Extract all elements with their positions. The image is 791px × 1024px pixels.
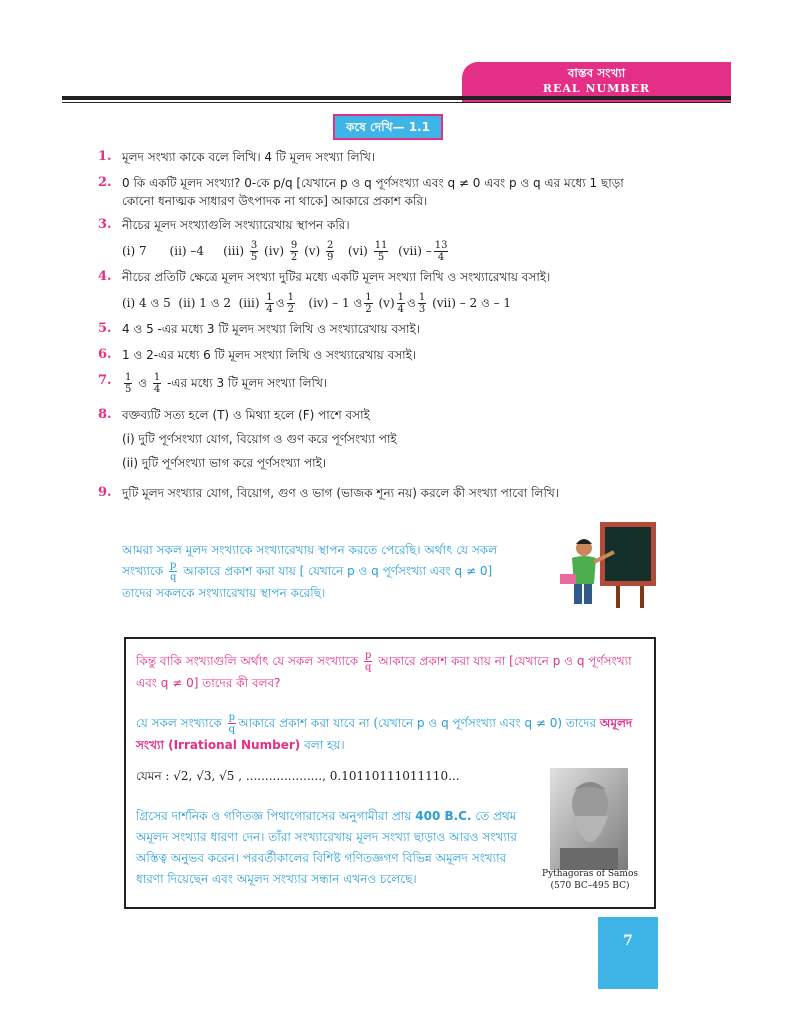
para-text: গ্রিসের দার্শনিক ও গণিতজ্ঞ পিথাগোরাসের অনুগামীরা প্রায় [136,809,412,823]
question-number: 3. [98,217,112,232]
note-line-2 [122,560,542,583]
para-text: তে প্রথম [475,809,517,823]
para-text: ধারণা দিয়েছেন এবং অমূলদ সংখ্যার সন্ধান এখনও চলেছে। [136,872,417,886]
question-number: 8. [98,407,112,422]
fraction-p-q: $\frac{p}{q}$ [169,560,177,583]
caption-dates: (570 BC–495 BC) [550,881,630,891]
caption-name: Pythagoras of Samos [542,869,638,879]
box-text: কিন্তু বাকি সংখ্যাগুলি অর্থাৎ যে সকল সংখ্যাকে [136,654,359,668]
and-word: ও [407,296,416,310]
header-rule-thin [62,102,731,103]
question-3 [98,216,682,263]
option-iv: (iv) [264,244,285,258]
question-5 [98,320,682,338]
question-1 [98,148,682,166]
box-text: আকারে প্রকাশ করা যাবে না (যেখানে p ও q পূর্ণসংখ্যা এবং q ≠ 0) তাদের [238,716,597,730]
option-v: (v) [304,244,321,258]
question-text: -এর মধ্যে 3 টি মূলদ সংখ্যা লিখি। [167,376,328,390]
note-line-3: তাদের সকলকে সংখ্যারেখায় স্থাপন করেছি। [122,586,326,600]
question-number: 1. [98,149,112,164]
box-question-line2: এবং q ≠ 0] তাদের কী বলব? [136,676,281,690]
box-text: যে সকল সংখ্যাকে [136,716,222,730]
option-iii: (iii) [223,244,245,258]
question-9 [98,484,682,502]
question-text: বক্তব্যটি সত্য হলে (T) ও মিথ্যা হলে (F) পাশে বসাই [122,408,370,422]
question-number: 2. [98,175,112,190]
exercise-label: কষে দেখি— 1.1 [333,114,443,140]
fraction-1-2: $\frac{1}{2}$ [287,292,294,315]
option-iv: (iv) – 1 ও [308,296,363,310]
question-2 [98,174,682,210]
fraction-13-4: $\frac{13}{4}$ [434,240,448,263]
term-irrational: অমূলদ [599,716,633,730]
fraction-p-q: $\frac{p}{q}$ [228,712,236,735]
question-text: মূলদ সংখ্যা কাকে বলে লিখি। 4 টি মূলদ সংখ্যা লিখি। [122,150,376,164]
question-text: 1 ও 2-এর মধ্যে 6 টি মূলদ সংখ্যা লিখি ও সংখ্যারেখায় বসাই। [122,348,417,362]
teacher-at-blackboard-illustration [556,518,660,610]
question-text-line1: 0 কি একটি মূলদ সংখ্যা? 0-কে p/q [যেখানে p ও q পূর্ণসংখ্যা এবং q ≠ 0 এবং p ও q এর মধ্যে 1 ছাড়া [122,176,624,190]
note-text: আকারে প্রকাশ করা যায় [ যেখানে p ও q পূর্ণসংখ্যা এবং q ≠ 0] [183,564,493,578]
question-number: 7. [98,373,112,388]
question-7 [98,372,682,395]
question-8-sub-i: (i) দুটি পূর্ণসংখ্যা যোগ, বিয়োগ ও গুণ করে পূর্ণসংখ্যা পাই [122,432,397,446]
option-ii: (ii) 1 ও 2 [178,296,231,310]
year-highlight: 400 B.C. [415,809,472,823]
page-number: 7 [598,917,658,989]
box-definition [136,712,650,755]
note-text: সংখ্যাকে [122,564,164,578]
fraction-1-4: $\frac{1}{4}$ [397,292,405,315]
para-text: অমূলদ সংখ্যার ধারণা দেন। তাঁরা সংখ্যারেখায় মূলদ সংখ্যা ছাড়াও আরও সংখ্যার [136,830,517,844]
note-line-1: আমরা সকল মূলদ সংখ্যাকে সংখ্যারেখায় স্থাপন করতে পেরেছি। অর্থাৎ যে সকল [122,543,498,557]
question-8 [98,406,682,472]
question-number: 9. [98,485,112,500]
box-text: আকারে প্রকাশ করা যায় না [যেখানে p ও q পূর্ণসংখ্যা [378,654,632,668]
question-text-line2: কোনো ধনাত্মক সাধারণ উৎপাদক না থাকে] আকারে প্রকাশ করি। [122,194,428,208]
option-v: (v) [378,296,395,310]
fraction-1-4: $\frac{1}{4}$ [153,372,161,395]
box-question [136,650,650,693]
and-word: ও [275,296,285,310]
fraction-2-9: $\frac{2}{9}$ [327,240,334,263]
fraction-p-q: $\frac{p}{q}$ [365,650,372,673]
fraction-9-2: $\frac{9}{2}$ [290,240,298,263]
fraction-1-4: $\frac{1}{4}$ [266,292,273,315]
chapter-title-english: REAL NUMBER [542,82,651,95]
pythagoras-paragraph [136,806,528,890]
chapter-title-bengali: বাস্তব সংখ্যা [567,66,626,80]
option-vii: (vii) – [398,244,432,258]
fraction-1-3: $\frac{1}{3}$ [418,292,426,315]
para-text: অস্তিত্ব অনুভব করেন। পরবর্তীকালের বিশিষ্ট গণিতজ্ঞগণ বিভিন্ন অমূলদ সংখ্যার [136,851,507,865]
definition-line2 [136,735,650,755]
option-vi: (vi) [347,244,368,258]
option-i: (i) 7 [122,244,147,258]
question-4-options [122,292,682,315]
option-ii: (ii) –4 [169,244,205,258]
and-word: ও [138,376,148,390]
fraction-3-5: $\frac{3}{5}$ [250,240,258,263]
option-iii: (iii) [238,296,260,310]
example-line: যেমন : √2, √3, √5 , ...................., 0.10110111011110... [136,769,460,783]
question-text: 4 ও 5 -এর মধ্যে 3 টি মূলদ সংখ্যা লিখি ও সংখ্যারেখায় বসাই। [122,322,420,336]
portrait-caption [528,868,652,892]
term-irrational-number: সংখ্যা (Irrational Number) [136,738,301,752]
rational-note [122,540,542,603]
question-6 [98,346,682,364]
fraction-1-5: $\frac{1}{5}$ [125,372,132,395]
question-4 [98,268,682,315]
fraction-11-5: $\frac{11}{5}$ [374,240,388,263]
box-question-line1 [136,650,650,673]
definition-line1 [136,712,650,735]
option-vii: (vii) – 2 ও – 1 [432,296,512,310]
question-3-options [122,240,682,263]
question-text: দুটি মূলদ সংখ্যার যোগ, বিয়োগ, গুণ ও ভাগ (ভাজক শূন্য নয়) করলে কী সংখ্যা পাবো লিখি। [122,486,560,500]
header-rule [62,96,731,100]
question-text: নীচের প্রতিটি ক্ষেত্রে মূলদ সংখ্যা দুটির মধ্যে একটি মূলদ সংখ্যা লিখি ও সংখ্যারেখায় বসাই। [122,270,551,284]
question-number: 4. [98,269,112,284]
question-number: 6. [98,347,112,362]
question-8-sub-ii: (ii) দুটি পূর্ণসংখ্যা ভাগ করে পূর্ণসংখ্যা পাই। [122,456,327,470]
question-text: নীচের মূলদ সংখ্যাগুলি সংখ্যারেখায় স্থাপন করি। [122,218,350,232]
pythagoras-portrait-image [550,768,628,870]
box-text: বলা হয়। [304,738,345,752]
fraction-1-2: $\frac{1}{2}$ [365,292,372,315]
option-i: (i) 4 ও 5 [122,296,171,310]
question-number: 5. [98,321,112,336]
